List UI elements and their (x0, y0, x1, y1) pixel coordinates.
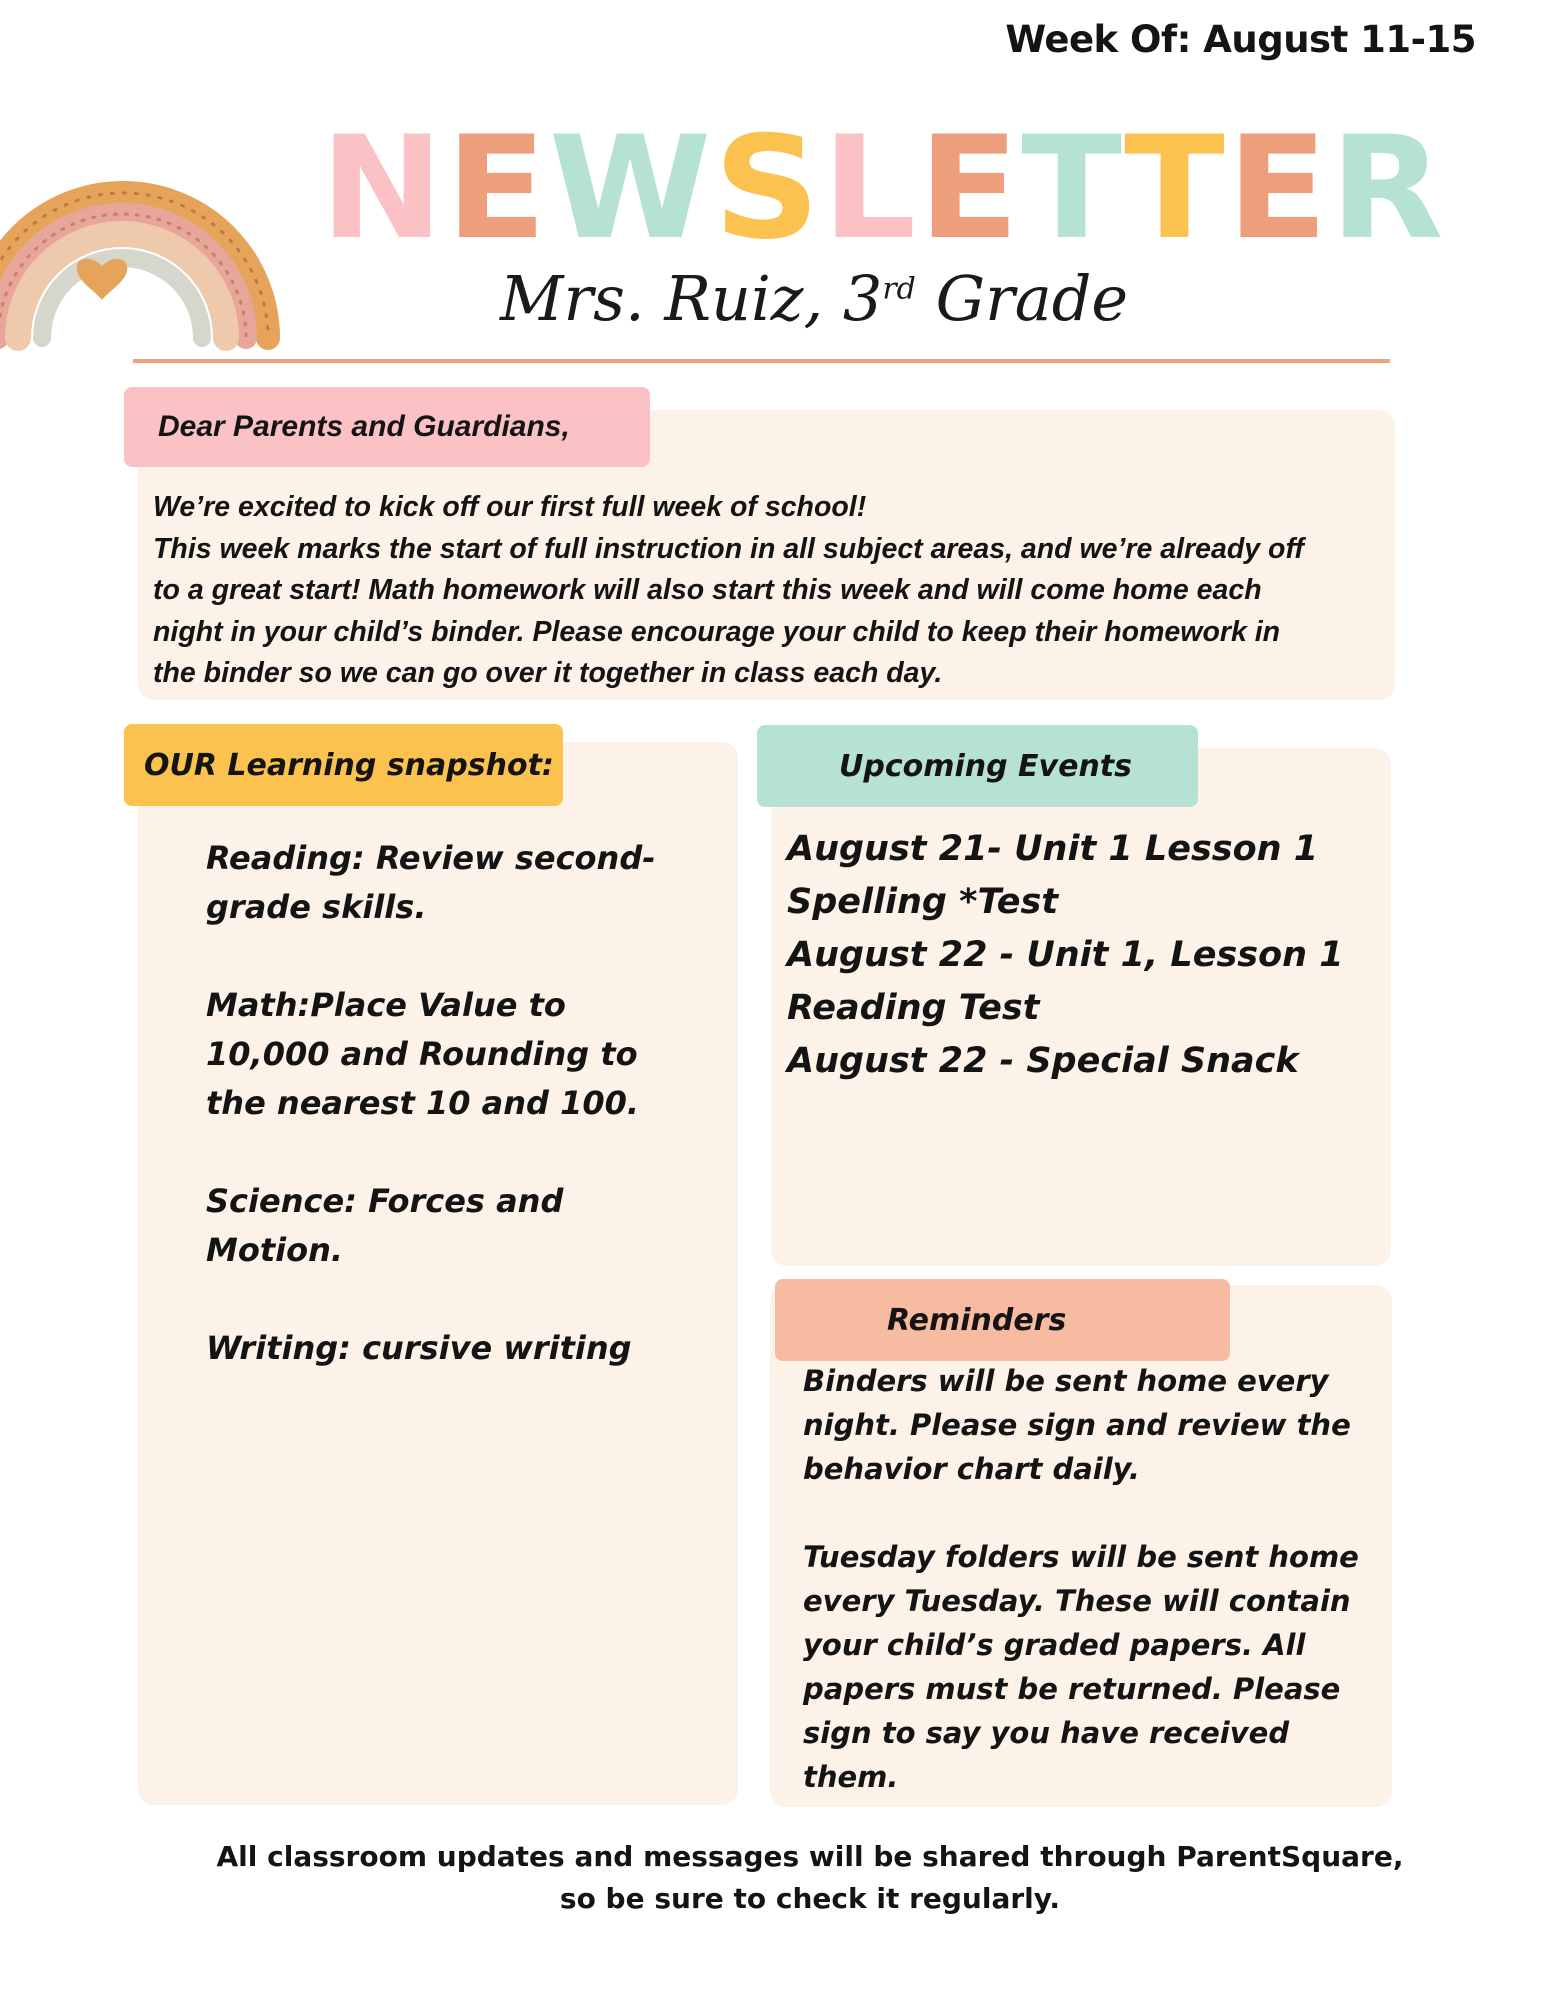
event-line: August 22 - Special Snack (787, 1041, 1299, 1081)
title-letter: L (822, 106, 919, 271)
reminder-line: night. Please sign and review the (803, 1408, 1351, 1442)
reminder-line: them. (803, 1760, 899, 1794)
reminders-heading: Reminders (775, 1279, 1230, 1361)
event-line: August 22 - Unit 1, Lesson 1 (787, 935, 1344, 975)
footer-line: so be sure to check it regularly. (559, 1882, 1061, 1915)
event-line: Spelling *Test (787, 882, 1059, 922)
title-letter: E (918, 106, 1022, 271)
letter-line: We’re excited to kick off our first full week of school! (153, 491, 867, 523)
title-letter: E (1226, 106, 1330, 271)
reminder-line: every Tuesday. These will contain (803, 1584, 1351, 1618)
subtitle-main: Mrs. Ruiz, 3 (500, 262, 883, 335)
learning-item-reading: Reading: Review second- grade skills. (206, 839, 656, 926)
newsletter-title (320, 106, 1446, 271)
header-divider (133, 359, 1390, 363)
reminders-list (803, 1359, 1383, 1799)
learning-item-science: Science: Forces and Motion. (206, 1182, 564, 1269)
letter-body (153, 487, 1383, 695)
title-letter: T (1021, 106, 1125, 271)
rainbow-heart-icon (0, 38, 290, 358)
title-letter: S (713, 106, 823, 271)
subtitle-end: Grade (915, 262, 1129, 335)
reminder-line: sign to say you have received (803, 1716, 1290, 1750)
title-letter: W (548, 106, 714, 271)
learning-heading: OUR Learning snapshot: (124, 724, 563, 806)
footer-note (120, 1836, 1500, 1920)
events-heading: Upcoming Events (757, 725, 1198, 807)
letter-line: This week marks the start of full instruction in all subject areas, and we’re already off (153, 532, 1304, 565)
event-line: Reading Test (787, 988, 1040, 1028)
letter-line: the binder so we can go over it together in class each day. (153, 657, 943, 689)
letter-line: to a great start! Math homework will also start this week and will come home each (153, 574, 1262, 606)
reminder-line: papers must be returned. Please (803, 1672, 1341, 1706)
events-list (787, 823, 1377, 1088)
subtitle-sup: rd (882, 271, 916, 307)
letter-line: night in your child’s binder. Please encourage your child to keep their homework in (153, 615, 1281, 648)
title-letter: R (1329, 106, 1446, 271)
reminder-line: your child’s graded papers. All (803, 1628, 1306, 1662)
reminder-line: behavior chart daily. (803, 1452, 1140, 1486)
week-label: Week Of: August 11-15 (1005, 18, 1476, 61)
title-letter: T (1124, 106, 1227, 271)
title-letter: N (320, 106, 446, 271)
letter-heading: Dear Parents and Guardians, (124, 387, 650, 467)
learning-item-math: Math:Place Value to 10,000 and Rounding to the nearest 10 and 100. (206, 986, 640, 1122)
event-line: August 21- Unit 1 Lesson 1 (787, 829, 1319, 869)
title-letter: E (445, 106, 549, 271)
teacher-subtitle (500, 262, 1128, 335)
reminder-line: Tuesday folders will be sent home (803, 1540, 1359, 1574)
reminder-line: Binders will be sent home every (803, 1364, 1329, 1398)
footer-line: All classroom updates and messages will be shared through ParentSquare, (216, 1840, 1404, 1873)
learning-list (206, 834, 666, 1422)
learning-item-writing: Writing: cursive writing (206, 1329, 632, 1367)
